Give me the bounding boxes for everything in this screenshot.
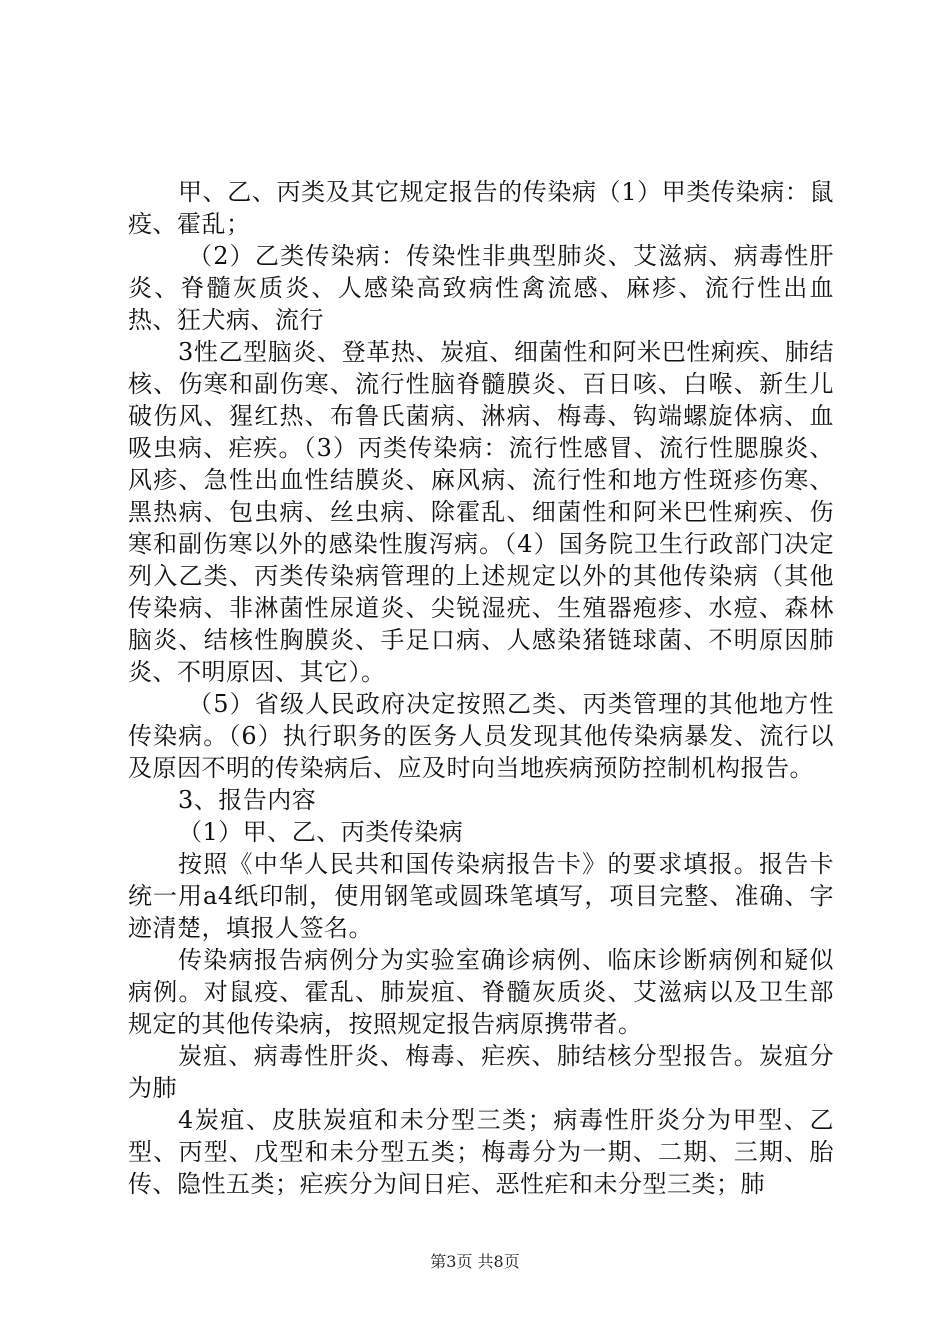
paragraph-typed-reporting: 炭疽、病毒性肝炎、梅毒、疟疾、肺结核分型报告。炭疽分为肺 — [128, 1042, 834, 1102]
paragraph-provincial-rules: （5）省级人民政府决定按照乙类、丙类管理的其他地方性传染病。（6）执行职务的医务人员发现其他传染病暴发、流行以及原因不明的传染病后、应及时向当地疾病预防控制机构报告。 — [128, 690, 834, 782]
paragraph-typed-detail: 4炭疽、皮肤炭疽和未分型三类；病毒性肝炎分为甲型、乙型、丙型、戊型和未分型五类；梅毒分为一期、二期、三期、胎传、隐性五类；疟疾分为间日疟、恶性疟和未分型三类；肺 — [128, 1106, 834, 1198]
paragraph-class-overview: 甲、乙、丙类及其它规定报告的传染病（1）甲类传染病：鼠疫、霍乱； — [128, 178, 834, 238]
paragraph-report-card: 按照《中华人民共和国传染病报告卡》的要求填报。报告卡统一用a4纸印制，使用钢笔或圆珠笔填写，项目完整、准确、字迹清楚，填报人签名。 — [128, 850, 834, 942]
paragraph-class-b-c-list: 3性乙型脑炎、登革热、炭疽、细菌性和阿米巴性痢疾、肺结核、伤寒和副伤寒、流行性脑脊髓膜炎、百日咳、白喉、新生儿破伤风、猩红热、布鲁氏菌病、淋病、梅毒、钩端螺旋体病、血吸虫病、疟疾。（3）丙类传染病：流行性感冒、流行性腮腺炎、风疹、急性出血性结膜炎、麻风病、流行性和地方性斑疹伤寒、黑热病、包虫病、丝虫病、除霍乱、细菌性和阿米巴性痢疾、伤寒和副伤寒以外的感染性腹泻病。（4）国务院卫生行政部门决定列入乙类、丙类传染病管理的上述规定以外的其他传染病（其他传染病、非淋菌性尿道炎、尖锐湿疣、生殖器疱疹、水痘、森林脑炎、结核性胸膜炎、手足口病、人感染猪链球菌、不明原因肺炎、不明原因、其它）。 — [128, 338, 834, 686]
paragraph-case-classification: 传染病报告病例分为实验室确诊病例、临床诊断病例和疑似病例。对鼠疫、霍乱、肺炭疽、脊髓灰质炎、艾滋病以及卫生部规定的其他传染病，按照规定报告病原携带者。 — [128, 946, 834, 1038]
paragraph-class-b-list: （2）乙类传染病：传染性非典型肺炎、艾滋病、病毒性肝炎、脊髓灰质炎、人感染高致病性禽流感、麻疹、流行性出血热、狂犬病、流行 — [128, 242, 834, 334]
page-footer: 第3页 共8页 — [430, 1252, 520, 1271]
section-heading-report-content: 3、报告内容 — [178, 786, 317, 814]
subsection-heading-abc: （1）甲、乙、丙类传染病 — [178, 818, 464, 846]
document-body — [128, 176, 834, 1200]
